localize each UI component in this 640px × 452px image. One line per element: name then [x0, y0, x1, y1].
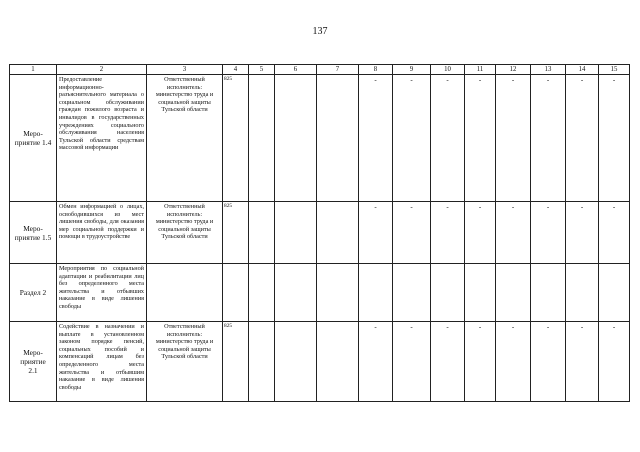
data-cell [465, 264, 496, 322]
row-label: Меро- приятие 1.5 [10, 202, 57, 264]
header-cell: 4 [223, 65, 249, 75]
data-cell: - [431, 202, 465, 264]
data-cell [275, 322, 317, 402]
data-cell [566, 264, 599, 322]
row-code [223, 264, 249, 322]
data-cell [359, 264, 393, 322]
row-label: Меро- приятие 1.4 [10, 75, 57, 202]
data-cell: - [531, 75, 566, 202]
table-row [10, 264, 630, 322]
data-cell [317, 75, 359, 202]
data-cell [317, 202, 359, 264]
row-label: Раздел 2 [10, 264, 57, 322]
header-row [10, 65, 630, 75]
row-label: Меро- приятие 2.1 [10, 322, 57, 402]
row-description: Предоставление информационно-разъяснительного материала о социальном обслуживании граждан пожилого возраста и инвалидов в государственных учреждениях социального обслуживания населения Тульской области средствам массовой информации [57, 75, 147, 202]
data-cell: - [465, 202, 496, 264]
header-cell: 13 [531, 65, 566, 75]
measures-table [9, 64, 630, 402]
data-cell: - [566, 75, 599, 202]
data-cell: - [393, 75, 431, 202]
row-executor: Ответственный исполнитель: министерство труда и социальной защиты Тульской области [147, 322, 223, 402]
data-cell [496, 264, 531, 322]
table-body [10, 65, 630, 402]
row-description: Мероприятия по социальной адаптации и реабилитации лиц без определенного места жительства и отбывших наказание в виде лишения свободы [57, 264, 147, 322]
header-cell: 12 [496, 65, 531, 75]
data-cell: - [465, 75, 496, 202]
data-cell: - [599, 322, 630, 402]
row-executor [147, 264, 223, 322]
data-cell: - [531, 202, 566, 264]
data-cell: - [496, 322, 531, 402]
header-cell: 6 [275, 65, 317, 75]
data-cell [317, 322, 359, 402]
row-code: 825 [223, 75, 249, 202]
data-cell: - [359, 75, 393, 202]
header-cell: 8 [359, 65, 393, 75]
row-description: Содействие в назначении и выплате в установленном законом порядке пенсий, социальных пособий и компенсаций лицам без определенного места жительства и отбывшим наказание в виде лишения свободы [57, 322, 147, 402]
data-cell [249, 75, 275, 202]
header-cell: 15 [599, 65, 630, 75]
data-cell: - [531, 322, 566, 402]
row-executor: Ответственный исполнитель: министерство труда и социальной защиты Тульской области [147, 75, 223, 202]
header-cell: 1 [10, 65, 57, 75]
table-row [10, 322, 630, 402]
data-cell [275, 202, 317, 264]
data-cell: - [359, 202, 393, 264]
data-cell: - [465, 322, 496, 402]
data-cell: - [566, 202, 599, 264]
data-cell: - [496, 202, 531, 264]
data-cell: - [566, 322, 599, 402]
header-cell: 2 [57, 65, 147, 75]
data-cell: - [599, 75, 630, 202]
data-cell [599, 264, 630, 322]
header-cell: 10 [431, 65, 465, 75]
header-cell: 11 [465, 65, 496, 75]
data-cell: - [599, 202, 630, 264]
data-cell [275, 75, 317, 202]
header-cell: 9 [393, 65, 431, 75]
row-code: 825 [223, 322, 249, 402]
data-cell: - [496, 75, 531, 202]
page-number: 137 [312, 26, 328, 37]
table-row [10, 75, 630, 202]
data-cell [393, 264, 431, 322]
header-cell: 14 [566, 65, 599, 75]
header-cell: 7 [317, 65, 359, 75]
row-description: Обмен информацией о лицах, освободившихся из мест лишения свободы, для оказания мер социальной поддержки и помощи в трудоустройстве [57, 202, 147, 264]
data-cell: - [393, 322, 431, 402]
data-cell [531, 264, 566, 322]
data-cell: - [431, 322, 465, 402]
data-cell: - [431, 75, 465, 202]
data-cell [249, 322, 275, 402]
data-cell [317, 264, 359, 322]
data-cell [249, 264, 275, 322]
row-executor: Ответственный исполнитель: министерство труда и социальной защиты Тульской области [147, 202, 223, 264]
table-row [10, 202, 630, 264]
data-cell [275, 264, 317, 322]
data-cell: - [393, 202, 431, 264]
header-cell: 3 [147, 65, 223, 75]
header-cell: 5 [249, 65, 275, 75]
data-cell: - [359, 322, 393, 402]
data-cell [249, 202, 275, 264]
data-cell [431, 264, 465, 322]
row-code: 825 [223, 202, 249, 264]
